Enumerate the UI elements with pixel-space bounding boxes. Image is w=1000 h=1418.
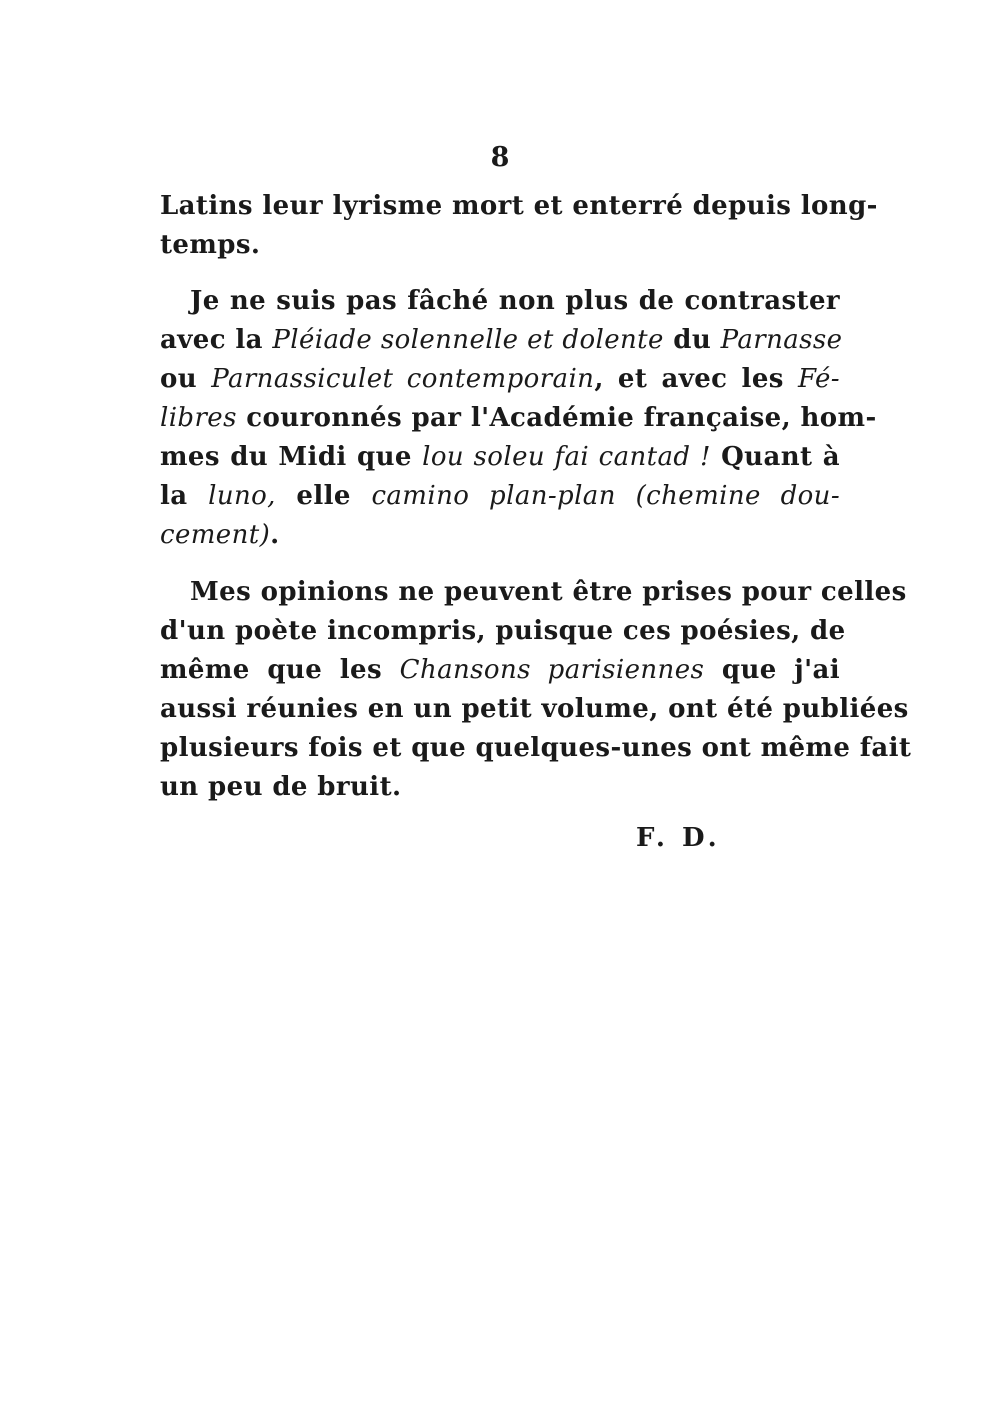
text-run: que j'ai [704,655,840,685]
text-run: , et avec les [594,364,798,394]
paragraph-continuation [160,187,878,265]
text-line [160,690,909,729]
text-line [160,438,840,477]
text-run: du [663,325,721,355]
text-line [160,477,840,516]
italic-run: Chansons parisiennes [399,655,705,685]
text-line [160,399,877,438]
text-run: Je ne suis pas fâché non plus de contraster [190,286,840,316]
text-line [160,360,840,399]
italic-run: libres [160,403,237,433]
text-run: temps. [160,230,261,260]
paragraph-contrast [160,282,877,555]
text-line [160,768,840,807]
italic-run: Parnassiculet contemporain [211,364,595,394]
text-line [160,729,912,768]
italic-run: camino plan-plan (chemine dou- [371,481,840,511]
text-run: d'un poète incompris, puisque ces poésies, de [160,616,846,646]
text-line [160,226,840,265]
text-run: la [160,481,209,511]
text-line [160,573,907,612]
text-run: Mes opinions ne peuvent être prises pour celles [190,577,907,607]
text-run: aussi réunies en un petit volume, ont été publiées [160,694,909,724]
italic-run: cement) [160,520,271,550]
text-run: ou [160,364,212,394]
italic-run: Pléiade solennelle et dolente [272,325,664,355]
italic-run: luno, [208,481,276,511]
text-run: Quant à [710,442,840,472]
text-run: elle [275,481,372,511]
italic-run: Parnasse [720,325,843,355]
text-line [160,516,840,555]
text-line [160,651,840,690]
page-number: 8 [490,142,510,173]
text-line [160,321,843,360]
text-run: Latins leur lyrisme mort et enterré depuis long- [160,191,878,221]
text-line [160,282,840,321]
italic-run: Fé- [798,364,840,394]
text-line [160,187,878,226]
text-run: avec la [160,325,273,355]
text-run: un peu de bruit. [160,772,402,802]
signature: F. D. [636,823,721,853]
text-run: plusieurs fois et que quelques-unes ont même fait [160,733,912,763]
text-run: couronnés par l'Académie française, hom- [236,403,877,433]
text-run: même que les [160,655,400,685]
paragraph-opinions [160,573,912,807]
text-run: . [270,520,280,550]
text-line [160,612,846,651]
italic-run: lou soleu fai cantad ! [422,442,711,472]
text-run: mes du Midi que [160,442,423,472]
